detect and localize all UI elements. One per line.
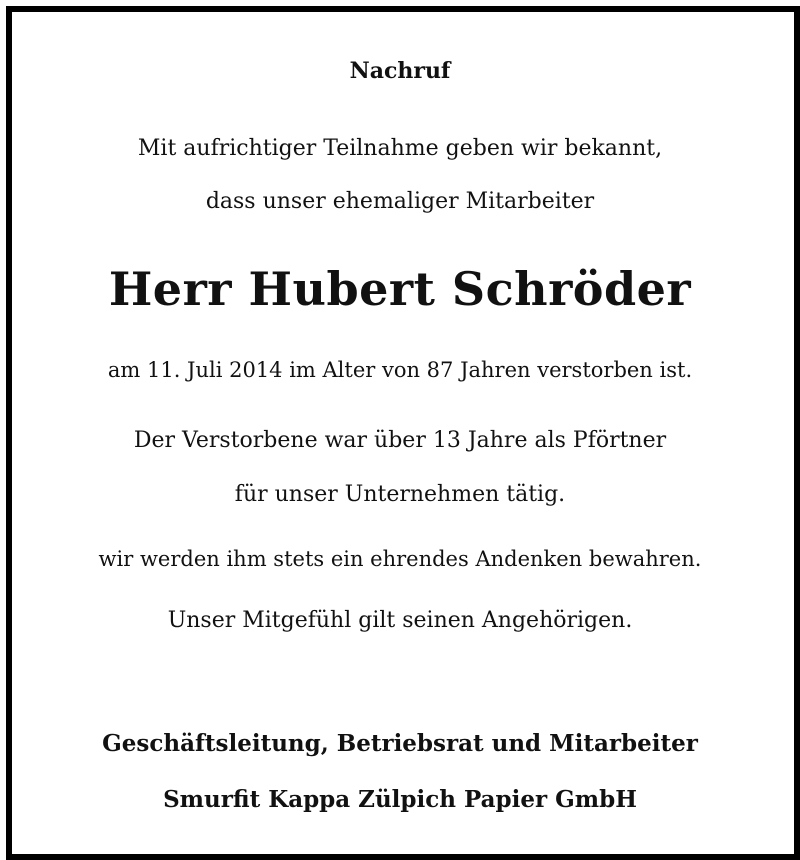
condolence-line: Unser Mitgefühl gilt seinen Angehörigen. xyxy=(167,608,633,633)
signature-line-2: Smurfit Kappa Zülpich Papier GmbH xyxy=(163,786,637,813)
intro-line-2: dass unser ehemaliger Mitarbeiter xyxy=(205,189,595,214)
death-line: am 11. Juli 2014 im Alter von 87 Jahren verstorben ist. xyxy=(107,358,693,382)
career-line-2: für unser Unternehmen tätig. xyxy=(234,482,566,507)
career-line-1: Der Verstorbene war über 13 Jahre als Pförtner xyxy=(133,428,667,453)
signature-line-1: Geschäftsleitung, Betriebsrat und Mitarbeiter xyxy=(102,730,698,757)
deceased-name: Herr Hubert Schröder xyxy=(108,262,692,316)
intro-line-1: Mit aufrichtiger Teilnahme geben wir bekannt, xyxy=(137,136,663,161)
notice-heading: Nachruf xyxy=(349,58,451,84)
remembrance-line: wir werden ihm stets ein ehrendes Andenken bewahren. xyxy=(98,547,702,571)
